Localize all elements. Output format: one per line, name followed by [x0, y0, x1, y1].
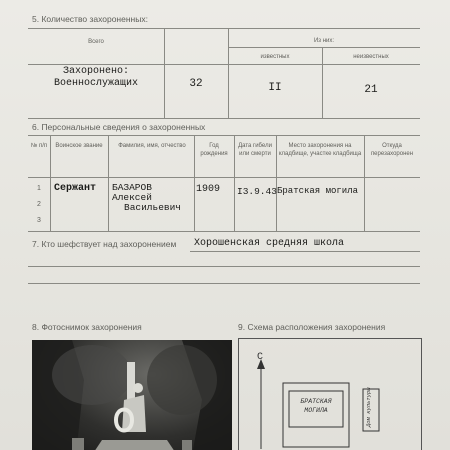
total-count: 32	[189, 78, 203, 90]
row-numbers	[30, 181, 48, 229]
section-8-title: 8. Фотоснимок захоронения	[32, 322, 142, 332]
section-5-title: 5. Количество захороненных:	[32, 14, 148, 24]
record-rank: Сержант	[54, 183, 97, 194]
col-total-header: Всего	[88, 39, 104, 45]
north-marker: С	[257, 352, 264, 363]
record-surname: БАЗАРОВ	[112, 182, 152, 193]
buried-label	[28, 66, 164, 90]
header-number: № п/п	[30, 143, 48, 149]
patron-value: Хорошенская средняя школа	[194, 238, 345, 249]
blank-line-1	[28, 266, 420, 267]
record-death: I3.9.43	[237, 186, 277, 197]
col-of-them-header: Из них:	[313, 38, 335, 44]
record-name	[112, 183, 181, 213]
row-number-1: 1	[37, 185, 41, 192]
section-7-title: 7. Кто шефствует над захоронением	[32, 239, 177, 249]
col-unknown-header: неизвестных	[353, 54, 389, 60]
header-name: Фамилия, имя, отчество	[118, 143, 186, 149]
buried-label-line-2: Военнослужащих	[53, 78, 138, 89]
scheme-drawing	[239, 339, 421, 450]
burial-photo	[32, 340, 232, 450]
row-number-3: 3	[37, 217, 41, 224]
grave-label	[291, 397, 341, 415]
header-place: Место захоронения на кладбище, участке кладбища	[278, 143, 362, 157]
known-count: II	[268, 82, 282, 94]
grave-label-line-2: МОГИЛА	[304, 407, 328, 414]
monument-photo-image	[32, 340, 232, 450]
header-origin: Откуда перезахоронен	[370, 143, 414, 157]
header-rank: Воинское звание	[55, 143, 103, 149]
section-9-title: 9. Схема расположения захоронения	[238, 322, 386, 332]
location-scheme	[238, 338, 422, 450]
unknown-count: 21	[364, 84, 378, 96]
section-6-title: 6. Персональные сведения о захороненных	[32, 122, 206, 132]
record-patronymic: Васильевич	[124, 202, 182, 213]
col-known-header: известных	[260, 54, 290, 60]
header-death: Дата гибели или смерти	[238, 143, 272, 157]
side-building-label: Дом культуры	[365, 387, 372, 427]
record-place: Братская могила	[277, 186, 359, 196]
grave-label-line-1: БРАТСКАЯ	[300, 398, 332, 405]
patron-underline	[190, 251, 420, 252]
blank-line-2	[28, 283, 420, 284]
header-birth: Год рождения	[200, 143, 228, 157]
row-number-2: 2	[37, 201, 41, 208]
buried-label-line-1: Захоронено:	[62, 66, 129, 77]
record-first-name: Алексей	[112, 192, 152, 203]
record-birth: 1909	[196, 184, 221, 195]
